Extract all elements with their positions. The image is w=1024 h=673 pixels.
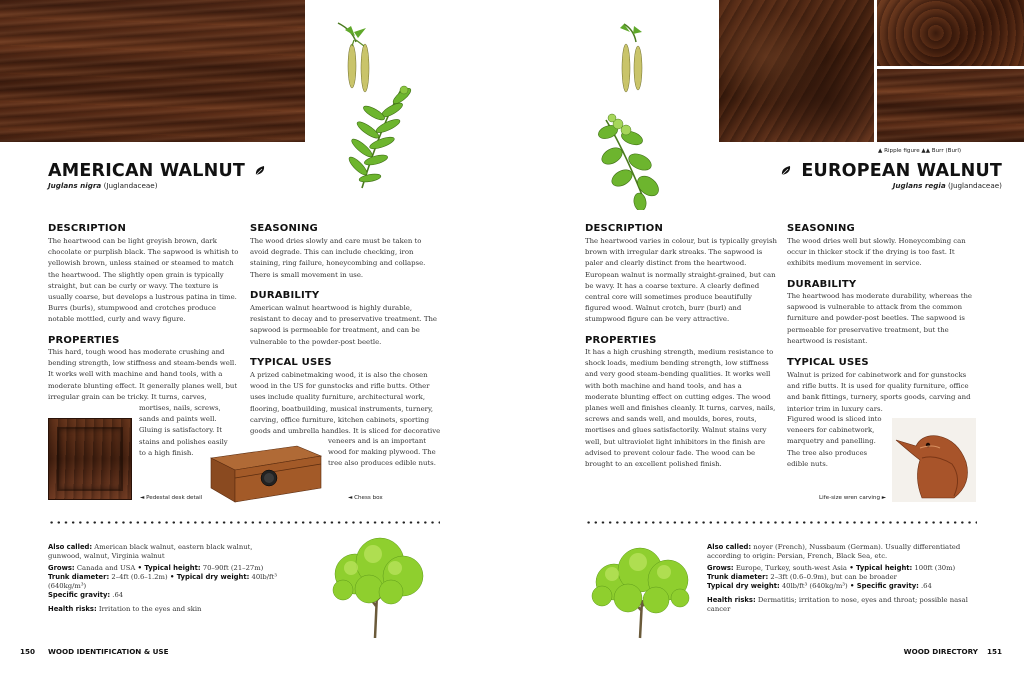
ripple-figure-photo xyxy=(719,0,874,142)
chess-box-photo xyxy=(205,440,325,506)
also-called-right: Also called: noyer (French), Nussbaum (German). Usually differentiated according to origin: Persian, French, Black Sea, etc. xyxy=(707,543,961,560)
european-walnut-tree-illustration xyxy=(588,544,693,642)
figure-caption: ▲ Ripple figure ▲▲ Burr (Burl) xyxy=(878,148,962,154)
trunk-row-right: Trunk diameter: 2–3ft (0.6–0.9m), but can be broader xyxy=(707,573,897,581)
typical-uses-heading: TYPICAL USES xyxy=(250,357,332,368)
dotted-divider xyxy=(48,521,440,524)
section-title-left: WOOD IDENTIFICATION & USE xyxy=(48,647,169,656)
properties-heading: PROPERTIES xyxy=(48,335,120,346)
description-text: The heartwood can be light greyish brown, dark chocolate or purplish black. The sapwood is whitish to yellowish brown, unless stained or steamed to match the heartwood. The slightly open grain is typically straight, but can be curly or wavy. The texture is usually coarse, but develops a lustrous patina in time. Burrs (burls), stumpwood and crotches produce notable mottled, curly and wavy figure. xyxy=(48,237,239,324)
health-row: Health risks: Irritation to the eyes and skin xyxy=(48,605,202,613)
american-walnut-wood-sample xyxy=(0,0,305,142)
grows-row: Grows: Canada and USA • Typical height: 70–90ft (21–27m) xyxy=(48,564,264,572)
durability-heading-right: DURABILITY xyxy=(787,279,857,290)
properties-text-continued: mortises, nails, screws, sands and paints well. Gluing is satisfactory. It stains and polishes easily to a high finish. xyxy=(139,404,228,457)
latin-name-right xyxy=(893,181,1002,190)
durability-text-right: The heartwood has moderate durability, whereas the sapwood is vulnerable to attack from the common furniture and powder-post beetles. The sapwood is permeable for preservative treatment, but the heartwood is resistant. xyxy=(787,292,972,345)
typical-uses-text-continued: veneers and is an important wood for making plywood. The tree also produces edible nuts. xyxy=(328,437,436,468)
description-heading-right: DESCRIPTION xyxy=(585,223,664,234)
fact-box xyxy=(48,543,288,614)
typical-uses-text-right: Walnut is prized for cabinetwork and for gunstocks and rifle butts. It is used for quality furniture, office and bank fittings, turnery, sports goods, carving and interior trim in luxury cars. xyxy=(787,371,971,413)
seasoning-heading-right: SEASONING xyxy=(787,223,855,234)
properties-text-right: It has a high crushing strength, medium resistance to shock loads, medium bending strength, low stiffness and very good steam-bending qualities. It works well with both machine and hand tools, and has a moderate blunting effect on cutting edges. The wood planes well and finishes cleanly. It turns, carves, nails, screws and sands well, and moulds, bores, routs, mortises and glues satisfactorily. Walnut stains very well, but ultraviolet light inhibitors in the finish are advised to prevent colour fade. The wood can be brought to an excellent polished finish. xyxy=(585,348,776,469)
typical-uses-text-right-continued: Figured wood is sliced into veneers for cabinetwork, marquetry and panelling. The tree also produces edible nuts. xyxy=(787,415,882,468)
latin-name xyxy=(48,181,158,190)
latin-genus-species-right: Juglans regia xyxy=(892,181,946,190)
trunk-row: Trunk diameter: 2–4ft (0.6–1.2m) • Typical dry weight: 40lb/ft³ (640kg/m³) xyxy=(48,573,277,590)
latin-genus-species: Juglans nigra xyxy=(48,181,102,190)
description-text-right: The heartwood varies in colour, but is typically greyish brown with irregular dark streaks. The sapwood is paler and clearly distinct from the heartwood. European walnut is normally straight-grained, but can be wavy. It has a coarse texture. A clearly defined central core will sometimes produce beautifully figured wood. Walnut crotch, burr (burl) and stumpwood figure can be very attractive. xyxy=(585,237,777,324)
dotted-divider-right xyxy=(585,521,977,524)
page-title-american-walnut: AMERICAN WALNUT xyxy=(48,161,266,181)
leaf-icon xyxy=(780,165,792,177)
burr-figure-photo-top xyxy=(877,0,1024,66)
pedestal-desk-photo xyxy=(48,418,132,500)
section-title-right: WOOD DIRECTORY xyxy=(903,647,978,656)
grows-row-right: Grows: Europe, Turkey, south-west Asia • Typical height: 100ft (30m) xyxy=(707,564,956,572)
typical-uses-heading-right: TYPICAL USES xyxy=(787,357,869,368)
seasoning-text: The wood dries slowly and care must be taken to avoid degrade. This can include checking, iron staining, ring failure, honeycombing and collapse. There is small movement in use. xyxy=(250,237,426,279)
properties-heading-right: PROPERTIES xyxy=(585,335,657,346)
fact-box-right xyxy=(707,543,969,614)
properties-text: This hard, tough wood has moderate crushing and bending strength, low stiffness and steam-bends well. It works well with machine and hand tools, with a moderate blunting effect. It generally planes well, but irregular grain can be tricky. It turns, carves, xyxy=(48,348,238,401)
also-called: Also called: American black walnut, eastern black walnut, gunwood, walnut, Virginia walnut xyxy=(48,543,253,560)
weight-row-right: Typical dry weight: 40lb/ft³ (640kg/m³) • Specific gravity: .64 xyxy=(707,582,932,590)
latin-family-right: (Juglandaceae) xyxy=(945,181,1002,190)
typical-uses-text: A prized cabinetmaking wood, it is also the chosen wood in the US for gunstocks and rifle butts. Other uses include quality furniture, architectural work, flooring, boatbuilding, musical instruments, turnery, carving, office furniture, kitchen cabinets, sporting goods and umbrella handles. It is sliced for decorative xyxy=(250,371,441,436)
american-walnut-tree-illustration xyxy=(325,534,430,642)
seasoning-text-right: The wood dries well but slowly. Honeycombing can occur in thicker stock if the drying is too fast. It exhibits medium movement in service. xyxy=(787,237,966,268)
burr-figure-photo-bottom xyxy=(877,69,1024,142)
wren-carving-caption: Life-size wren carving ► xyxy=(819,495,887,501)
page-number-left: 150 xyxy=(20,647,36,656)
durability-text: American walnut heartwood is highly durable, resistant to decay and to preservative treatment. The sapwood is permeable for treatment, and can be vulnerable to the powder-post beetle. xyxy=(250,304,437,346)
seasoning-heading: SEASONING xyxy=(250,223,318,234)
chess-box-caption: ◄ Chess box xyxy=(348,495,383,501)
latin-family: (Juglandaceae) xyxy=(101,181,158,190)
european-walnut-leaf-illustration xyxy=(594,20,666,210)
page-title-european-walnut: EUROPEAN WALNUT xyxy=(780,161,1002,181)
gravity-row: Specific gravity: .64 xyxy=(48,591,124,599)
leaf-icon xyxy=(254,165,266,177)
page-number-right: 151 xyxy=(986,647,1002,656)
durability-heading: DURABILITY xyxy=(250,290,320,301)
pedestal-desk-caption: ◄ Pedestal desk detail xyxy=(140,495,203,501)
american-walnut-leaf-illustration xyxy=(330,18,420,193)
description-heading: DESCRIPTION xyxy=(48,223,127,234)
health-row-right: Health risks: Dermatitis; irritation to nose, eyes and throat; possible nasal cancer xyxy=(707,596,968,613)
wren-carving-photo xyxy=(892,418,976,502)
